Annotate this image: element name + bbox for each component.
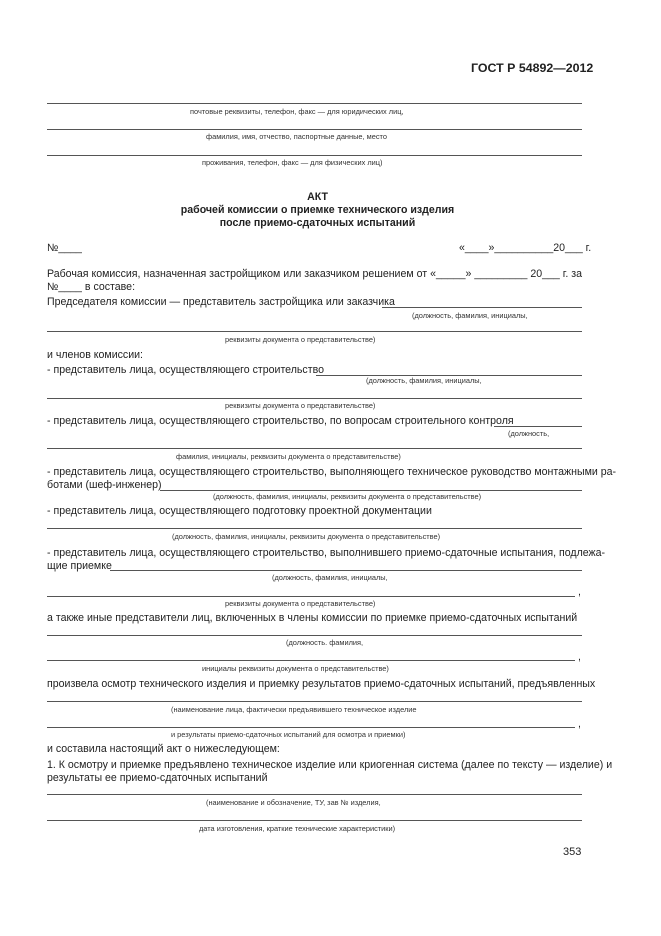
member1-hint-2: реквизиты документа о представительстве) (225, 401, 376, 410)
members-heading: и членов комиссии: (47, 349, 143, 361)
postal-hint: почтовые реквизиты, телефон, факс — для юридических лиц, (190, 107, 404, 116)
member4-label: - представитель лица, осуществляющего подготовку проектной документации (47, 505, 432, 517)
item1-hint-2: дата изготовления, краткие технические характеристики) (199, 824, 396, 833)
standard-designation: ГОСТ Р 54892—2012 (471, 61, 594, 75)
member3-text: - представитель лица, осуществляющего строительство, выполняющего техническое руководство монтажными ра- (47, 466, 617, 478)
member1-hint: (должность, фамилия, инициалы, (366, 376, 482, 385)
member5-text: - представитель лица, осуществляющего строительство, выполнившего приемо-сдаточные испытания, подлежа- (47, 547, 606, 559)
others-line-2[interactable] (47, 660, 575, 661)
member4-line[interactable] (47, 528, 582, 529)
member2-line-2[interactable] (47, 448, 582, 449)
item1-hint: (наименование и обозначение, ТУ, зав № изделия, (206, 798, 381, 807)
name-hint: фамилия, имя, отчество, паспортные данные, место (206, 132, 387, 141)
chairman-hint: (должность, фамилия, инициалы, (412, 311, 528, 320)
member2-line[interactable] (494, 426, 582, 427)
member5-text-2: щие приемке (47, 560, 112, 572)
member1-label: - представитель лица, осуществляющего строительство (47, 364, 324, 376)
chairman-line[interactable] (382, 307, 582, 308)
item1-text: 1. К осмотру и приемке предъявлено техническое изделие или криогенная система (далее по тексту — изделие) и (47, 759, 613, 771)
act-subtitle: рабочей комиссии о приемке технического изделия (180, 204, 455, 216)
others-label: а также иные представители лиц, включенных в члены комиссии по приемке приемо-сдаточных испытаний (47, 612, 578, 624)
member5-hint-2: реквизиты документа о представительстве) (225, 599, 376, 608)
act-date-field[interactable]: «____»__________20___ г. (459, 242, 592, 254)
act-title: АКТ (307, 191, 328, 203)
residence-hint: проживания, телефон, факс — для физических лиц) (202, 158, 383, 167)
member1-line-2[interactable] (47, 398, 582, 399)
residence-line[interactable] (47, 155, 582, 156)
member3-line[interactable] (160, 490, 582, 491)
others-hint-2: инициалы реквизиты документа о представительстве) (202, 664, 389, 673)
act-subtitle-2: после приемо-сдаточных испытаний (219, 217, 416, 229)
item1-line[interactable] (47, 794, 582, 795)
others-line[interactable] (47, 635, 582, 636)
member2-hint: (должность, (508, 429, 550, 438)
member2-hint-2: фамилия, инициалы, реквизиты документа о представительстве) (176, 452, 401, 461)
name-line[interactable] (47, 129, 582, 130)
others-hint: (должность. фамилия, (286, 638, 364, 647)
chairman-label: Председателя комиссии — представитель застройщика или заказчика (47, 296, 395, 308)
member2-label: - представитель лица, осуществляющего строительство, по вопросам строительного контроля (47, 415, 514, 427)
inspection-comma: , (578, 718, 581, 730)
member3-text-2: ботами (шеф-инженер) (47, 479, 162, 491)
page-number: 353 (563, 846, 582, 858)
member4-hint: (должность, фамилия, инициалы, реквизиты документа о представительстве) (172, 532, 441, 541)
inspection-label: произвела осмотр технического изделия и приемку результатов приемо-сдаточных испытаний, предъявленных (47, 678, 596, 690)
commission-text: Рабочая комиссия, назначенная застройщиком или заказчиком решением от «_____» _________ 20___ г. за (47, 268, 582, 280)
inspection-line-2[interactable] (47, 727, 575, 728)
member3-hint: (должность, фамилия, инициалы, реквизиты документа о представительстве) (213, 492, 482, 501)
inspection-line[interactable] (47, 701, 582, 702)
member5-line-2[interactable] (47, 596, 575, 597)
act-number-field[interactable]: №____ (47, 242, 82, 254)
chairman-hint-2: реквизиты документа о представительстве) (225, 335, 376, 344)
postal-line[interactable] (47, 103, 582, 104)
inspection-hint: (наименование лица, фактически предъявившего техническое изделие (171, 705, 417, 714)
item1-text-2: результаты ее приемо-сдаточных испытаний (47, 772, 268, 784)
chairman-line-2[interactable] (47, 331, 582, 332)
member5-comma: , (578, 586, 581, 598)
inspection-hint-2: и результаты приемо-сдаточных испытаний для осмотра и приемки) (171, 730, 406, 739)
others-comma: , (578, 651, 581, 663)
act-heading: и составила настоящий акт о нижеследующем: (47, 743, 280, 755)
commission-text-2: №____ в составе: (47, 281, 136, 293)
member5-hint: (должность, фамилия, инициалы, (272, 573, 388, 582)
item1-line-2[interactable] (47, 820, 582, 821)
member5-line[interactable] (110, 570, 582, 571)
